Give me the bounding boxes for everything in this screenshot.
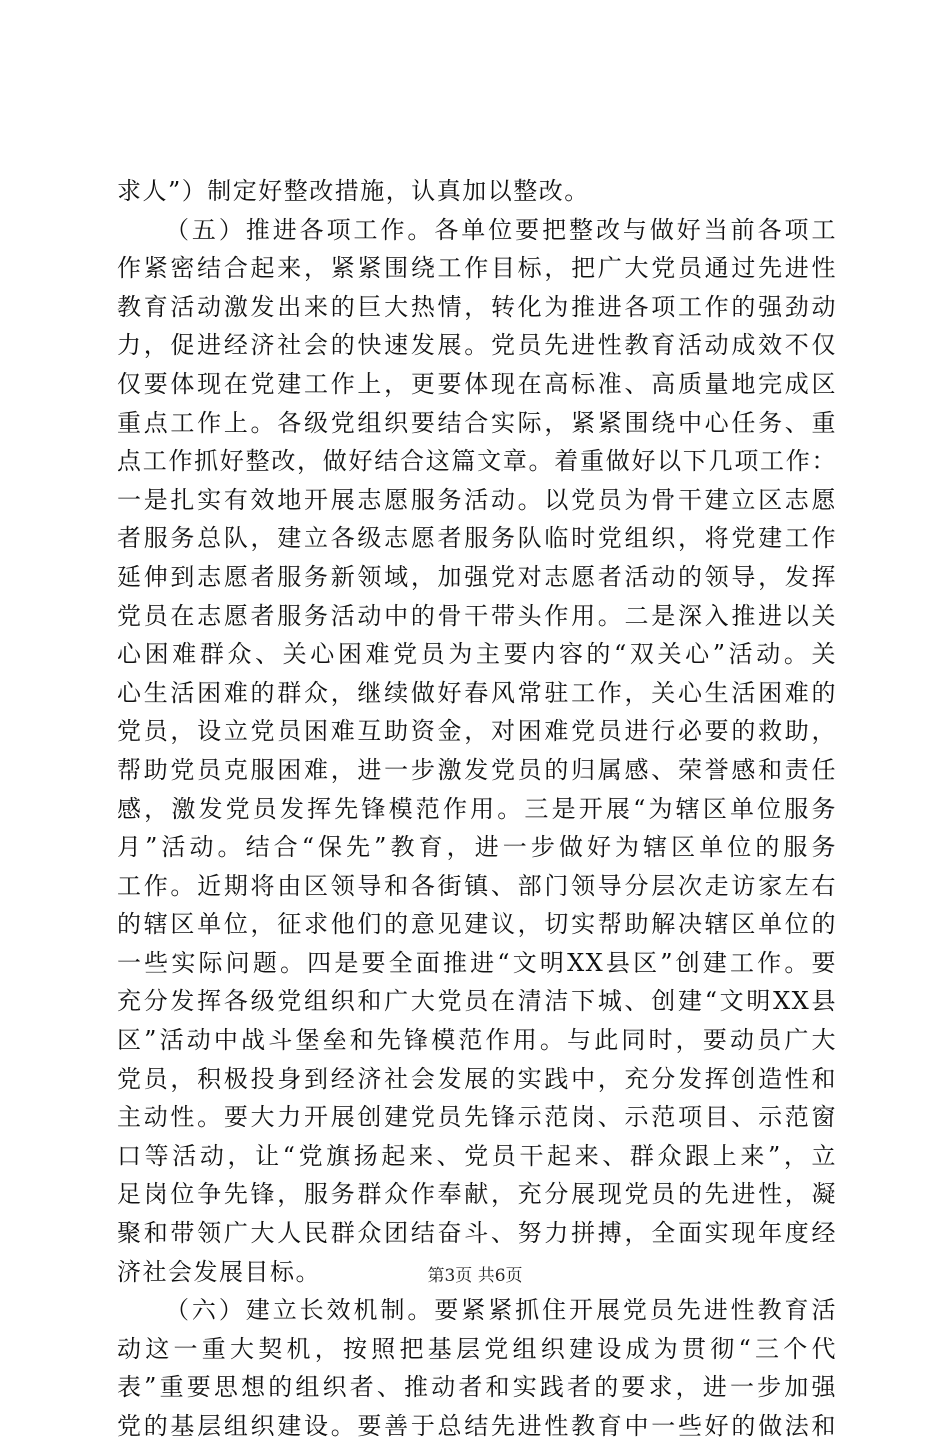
text-line: 一是扎实有效地开展志愿服务活动。以党员为骨干建立区志愿 bbox=[117, 485, 837, 514]
text-line: 济社会发展目标。 bbox=[117, 1257, 321, 1286]
text-line: 心生活困难的群众，继续做好春风常驻工作，关心生活困难的 bbox=[117, 678, 837, 707]
text-line: 一些实际问题。四是要全面推进“文明XX县区”创建工作。要 bbox=[117, 948, 837, 977]
paragraph-heading-line: （五）推进各项工作。各单位要把整改与做好当前各项工 bbox=[165, 215, 837, 244]
text-line: 党员，积极投身到经济社会发展的实践中，充分发挥创造性和 bbox=[117, 1064, 837, 1093]
text-line: 主动性。要大力开展创建党员先锋示范岗、示范项目、示范窗 bbox=[117, 1103, 837, 1132]
page-number: 第3页 共6页 bbox=[427, 1266, 523, 1286]
text-line: 帮助党员克服困难，进一步激发党员的归属感、荣誉感和责任 bbox=[117, 755, 837, 784]
text-line: 聚和带领广大人民群众团结奋斗、努力拼搏，全面实现年度经 bbox=[117, 1219, 837, 1248]
text-line: 力，促进经济社会的快速发展。党员先进性教育活动成效不仅 bbox=[117, 331, 837, 360]
text-line: 充分发挥各级党组织和广大党员在清洁下城、创建“文明XX县 bbox=[117, 987, 837, 1016]
text-line: 者服务总队，建立各级志愿者服务队临时党组织，将党建工作 bbox=[117, 524, 837, 553]
text-line: 月”活动。结合“保先”教育，进一步做好为辖区单位的服务 bbox=[117, 833, 837, 862]
text-line: 工作。近期将由区领导和各街镇、部门领导分层次走访家左右 bbox=[117, 871, 837, 900]
text-line: 区”活动中战斗堡垒和先锋模范作用。与此同时，要动员广大 bbox=[117, 1026, 837, 1055]
text-line: 仅要体现在党建工作上，更要体现在高标准、高质量地完成区 bbox=[117, 369, 837, 398]
text-line: 重点工作上。各级党组织要结合实际，紧紧围绕中心任务、重 bbox=[117, 408, 837, 437]
text-line: 口等活动，让“党旗扬起来、党员干起来、群众跟上来”，立 bbox=[117, 1141, 837, 1170]
text-line: 表”重要思想的组织者、推动者和实践者的要求，进一步加强 bbox=[117, 1373, 837, 1402]
text-line: 点工作抓好整改，做好结合这篇文章。着重做好以下几项工作： bbox=[117, 447, 837, 476]
text-line: 心困难群众、关心困难党员为主要内容的“双关心”活动。关 bbox=[117, 640, 837, 669]
paragraph-heading-line: （六）建立长效机制。要紧紧抓住开展党员先进性教育活 bbox=[165, 1296, 837, 1325]
text-line: 求人”）制定好整改措施，认真加以整改。 bbox=[117, 177, 590, 205]
text-line: 的辖区单位，征求他们的意见建议，切实帮助解决辖区单位的 bbox=[117, 910, 837, 939]
text-line: 动这一重大契机，按照把基层党组织建设成为贯彻“三个代 bbox=[117, 1334, 837, 1363]
text-line: 党员在志愿者服务活动中的骨干带头作用。二是深入推进以关 bbox=[117, 601, 837, 630]
body-text bbox=[117, 172, 837, 1446]
text-line: 党的基层组织建设。要善于总结先进性教育中一些好的做法和 bbox=[117, 1412, 837, 1440]
text-line: 教育活动激发出来的巨大热情，转化为推进各项工作的强劲动 bbox=[117, 292, 837, 321]
text-line: 延伸到志愿者服务新领域，加强党对志愿者活动的领导，发挥 bbox=[117, 562, 837, 591]
text-line: 感，激发党员发挥先锋模范作用。三是开展“为辖区单位服务 bbox=[117, 794, 837, 823]
text-line: 足岗位争先锋，服务群众作奉献，充分展现党员的先进性，凝 bbox=[117, 1180, 837, 1209]
text-line: 作紧密结合起来，紧紧围绕工作目标，把广大党员通过先进性 bbox=[117, 254, 837, 283]
text-line: 党员，设立党员困难互助资金，对困难党员进行必要的救助， bbox=[117, 717, 837, 746]
